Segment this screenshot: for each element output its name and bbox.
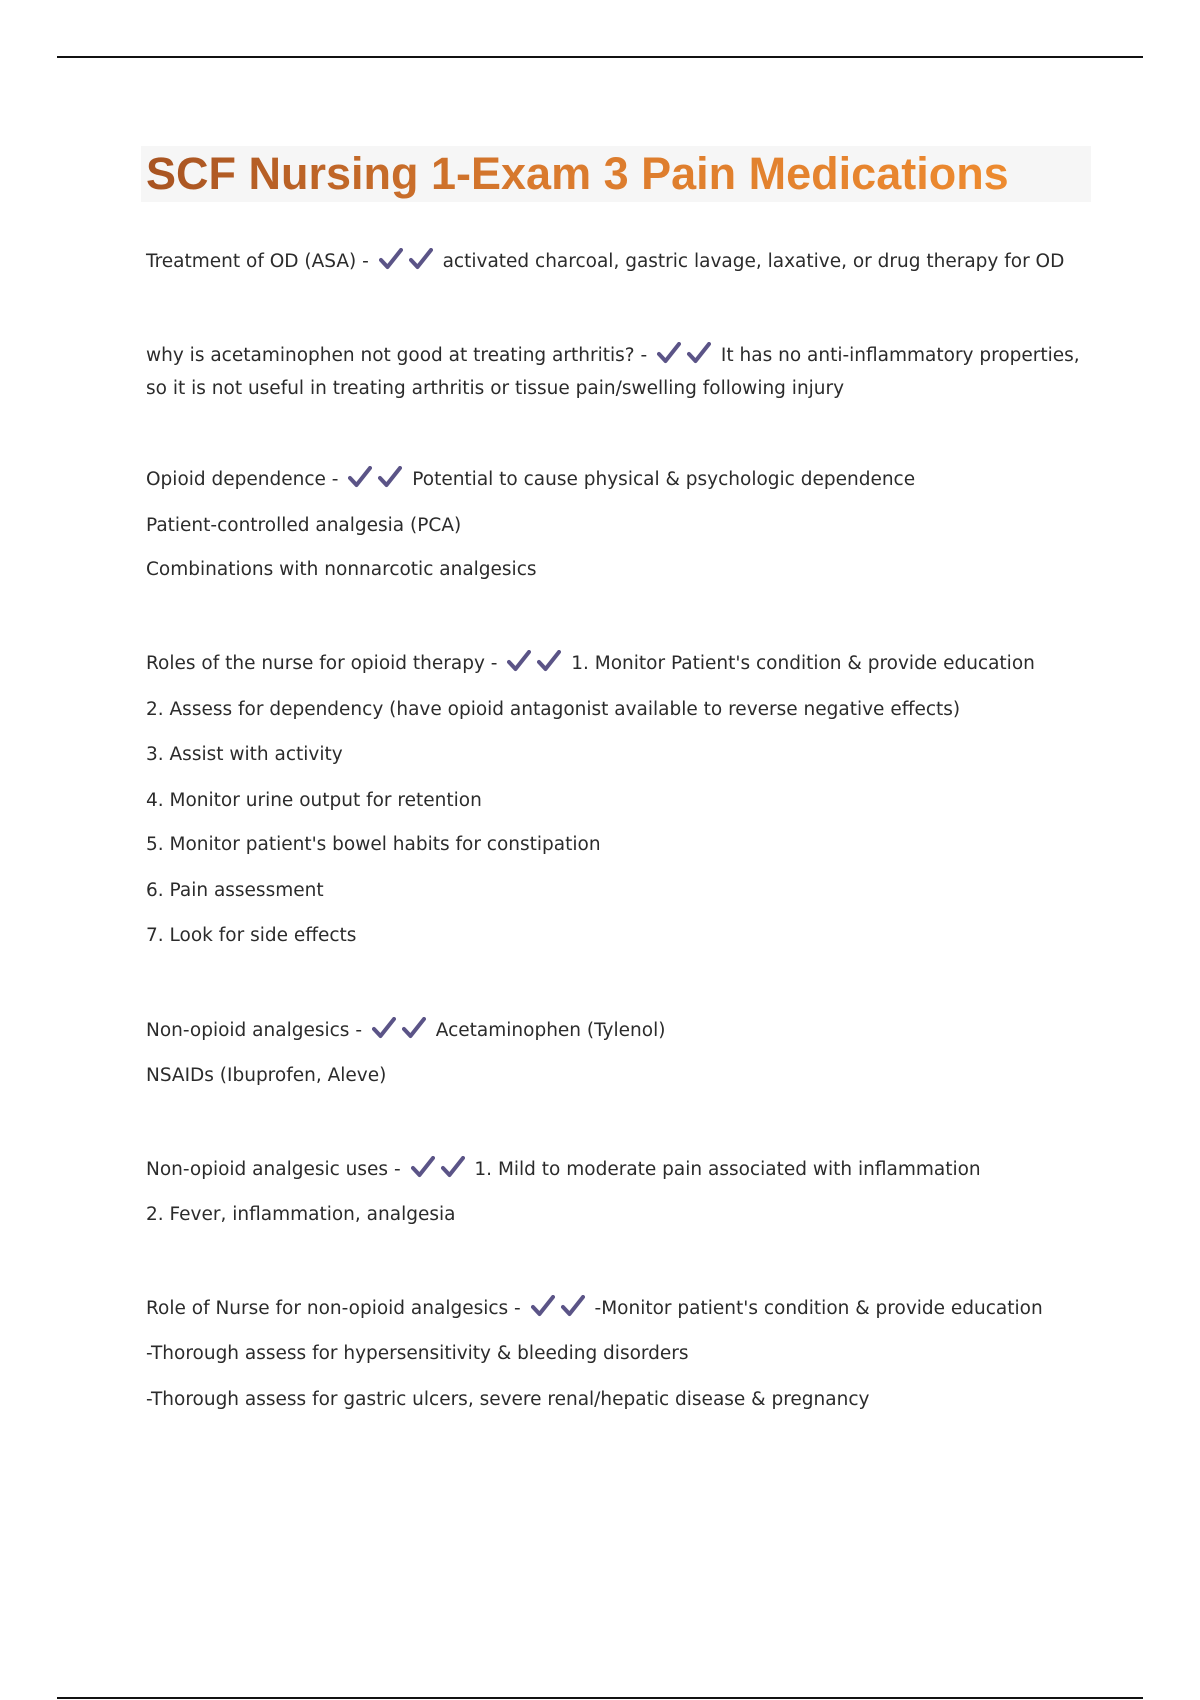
term-text: Roles of the nurse for opioid therapy - — [146, 653, 498, 674]
flashcard-item — [146, 1155, 1096, 1188]
answer-line: 7. Look for side effects — [146, 925, 357, 946]
term-text: Non-opioid analgesic uses - — [146, 1159, 401, 1180]
answer-text: activated charcoal, gastric lavage, laxative, or drug therapy for OD — [442, 251, 1065, 272]
answer-line: Combinations with nonnarcotic analgesics — [146, 559, 537, 580]
double-check-icons — [657, 342, 711, 374]
answer-line: 3. Assist with activity — [146, 744, 343, 765]
check-mark-icon — [409, 248, 433, 270]
check-mark-icon — [531, 1295, 555, 1317]
answer-line: 6. Pain assessment — [146, 880, 324, 901]
answer-line: Patient-controlled analgesia (PCA) — [146, 515, 462, 536]
check-mark-icon — [379, 248, 403, 270]
check-mark-icon — [372, 1017, 396, 1039]
answer-text: Acetaminophen (Tylenol) — [435, 1020, 666, 1041]
answer-line: 2. Assess for dependency (have opioid antagonist available to reverse negative effects) — [146, 699, 961, 720]
answer-line: 2. Fever, inflammation, analgesia — [146, 1204, 456, 1225]
check-mark-icon — [411, 1156, 435, 1178]
double-check-icons — [348, 466, 402, 498]
check-mark-icon — [537, 650, 561, 672]
answer-text: 1. Monitor Patient's condition & provide education — [571, 653, 1035, 674]
double-check-icons — [372, 1017, 426, 1049]
top-rule — [57, 56, 1143, 58]
double-check-icons — [531, 1295, 585, 1327]
check-mark-icon — [657, 342, 681, 364]
double-check-icons — [379, 248, 433, 280]
term-text: Role of Nurse for non-opioid analgesics - — [146, 1298, 521, 1319]
answer-text: 1. Mild to moderate pain associated with inflammation — [474, 1159, 981, 1180]
flashcard-item — [146, 1294, 1096, 1327]
check-mark-icon — [402, 1017, 426, 1039]
term-text: why is acetaminophen not good at treating arthritis? - — [146, 345, 648, 366]
flashcard-item — [146, 341, 1096, 404]
check-mark-icon — [348, 466, 372, 488]
check-mark-icon — [441, 1156, 465, 1178]
answer-text: Potential to cause physical & psychologic dependence — [412, 469, 916, 490]
flashcard-item — [146, 649, 1096, 682]
check-mark-icon — [378, 466, 402, 488]
double-check-icons — [411, 1156, 465, 1188]
flashcard-item — [146, 247, 1096, 280]
answer-line: -Thorough assess for hypersensitivity & bleeding disorders — [146, 1343, 689, 1364]
answer-line: NSAIDs (Ibuprofen, Aleve) — [146, 1065, 387, 1086]
check-mark-icon — [507, 650, 531, 672]
flashcard-item — [146, 1016, 1096, 1049]
term-text: Treatment of OD (ASA) - — [146, 251, 369, 272]
check-mark-icon — [687, 342, 711, 364]
term-text: Opioid dependence - — [146, 469, 339, 490]
answer-text: It has no anti-inflammatory properties, so it is not useful in treating arthritis or tissue pain/swelling following injury — [146, 345, 1080, 399]
term-text: Non-opioid analgesics - — [146, 1020, 362, 1041]
answer-line: -Thorough assess for gastric ulcers, severe renal/hepatic disease & pregnancy — [146, 1389, 870, 1410]
document-title: SCF Nursing 1-Exam 3 Pain Medications — [146, 146, 1009, 202]
check-mark-icon — [561, 1295, 585, 1317]
answer-text: -Monitor patient's condition & provide education — [594, 1298, 1043, 1319]
answer-line: 5. Monitor patient's bowel habits for constipation — [146, 834, 601, 855]
flashcard-item — [146, 465, 1096, 498]
bottom-rule — [57, 1697, 1143, 1699]
answer-line: 4. Monitor urine output for retention — [146, 790, 482, 811]
double-check-icons — [507, 650, 561, 682]
